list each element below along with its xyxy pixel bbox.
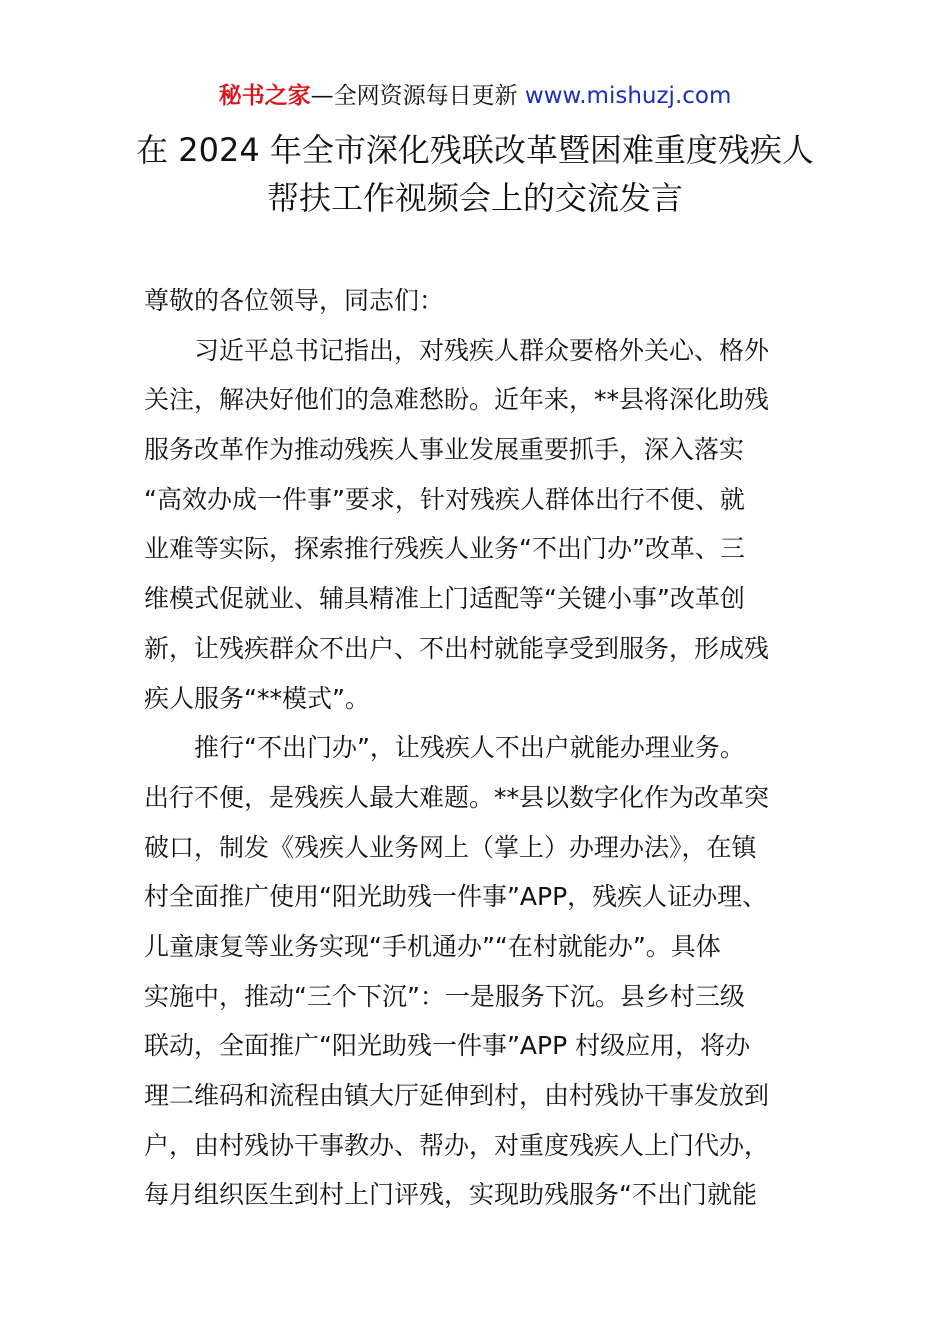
title-line-1: 在 2024 年全市深化残联改革暨困难重度残疾人 [136, 131, 814, 169]
salutation: 尊敬的各位领导，同志们： [144, 286, 445, 315]
body-line: 服务改革作为推动残疾人事业发展重要抓手，深入落实 [144, 435, 745, 465]
body-line: 破口，制发《残疾人业务网上（掌上）办理办法》，在镇 [144, 832, 757, 862]
site-header [0, 80, 950, 112]
body-line: 关注，解决好他们的急难愁盼。近年来，**县将深化助残 [144, 385, 770, 415]
body-line: 习近平总书记指出，对残疾人群众要格外关心、格外 [194, 335, 770, 365]
body-line: 儿童康复等业务实现“手机通办”“在村就能办”。具体 [144, 931, 721, 961]
body-line: 推行“不出门办”，让残疾人不出户就能办理业务。 [194, 733, 745, 763]
body-line: 业难等实际，探索推行残疾人业务“不出门办”改革、三 [144, 534, 745, 564]
body-line: “高效办成一件事”要求，针对残疾人群体出行不便、就 [144, 484, 745, 514]
site-tagline: —全网资源每日更新 [310, 83, 525, 109]
body-line: 村全面推广使用“阳光助残一件事”APP，残疾人证办理、 [144, 882, 768, 912]
body-line: 户，由村残协干事教办、帮办，对重度残疾人上门代办， [144, 1130, 770, 1160]
body-line: 每月组织医生到村上门评残，实现助残服务“不出门就能 [144, 1180, 757, 1210]
document-body [144, 276, 812, 1220]
body-line: 出行不便，是残疾人最大难题。**县以数字化作为改革突 [144, 782, 770, 812]
body-line: 实施中，推动“三个下沉”：一是服务下沉。县乡村三级 [144, 981, 745, 1011]
body-line: 理二维码和流程由镇大厅延伸到村，由村残协干事发放到 [144, 1081, 770, 1110]
body-line: 联动，全面推广“阳光助残一件事”APP 村级应用，将办 [144, 1031, 751, 1061]
site-brand: 秘书之家 [218, 83, 311, 109]
title-line-2: 帮扶工作视频会上的交流发言 [266, 179, 683, 217]
site-url[interactable]: www.mishuzj.com [524, 83, 732, 109]
body-line: 维模式促就业、辅具精准上门适配等“关键小事”改革创 [144, 584, 745, 614]
body-line: 疾人服务“**模式”。 [144, 683, 370, 713]
document-title [0, 126, 950, 222]
body-line: 新，让残疾群众不出户、不出村就能享受到服务，形成残 [144, 633, 770, 663]
